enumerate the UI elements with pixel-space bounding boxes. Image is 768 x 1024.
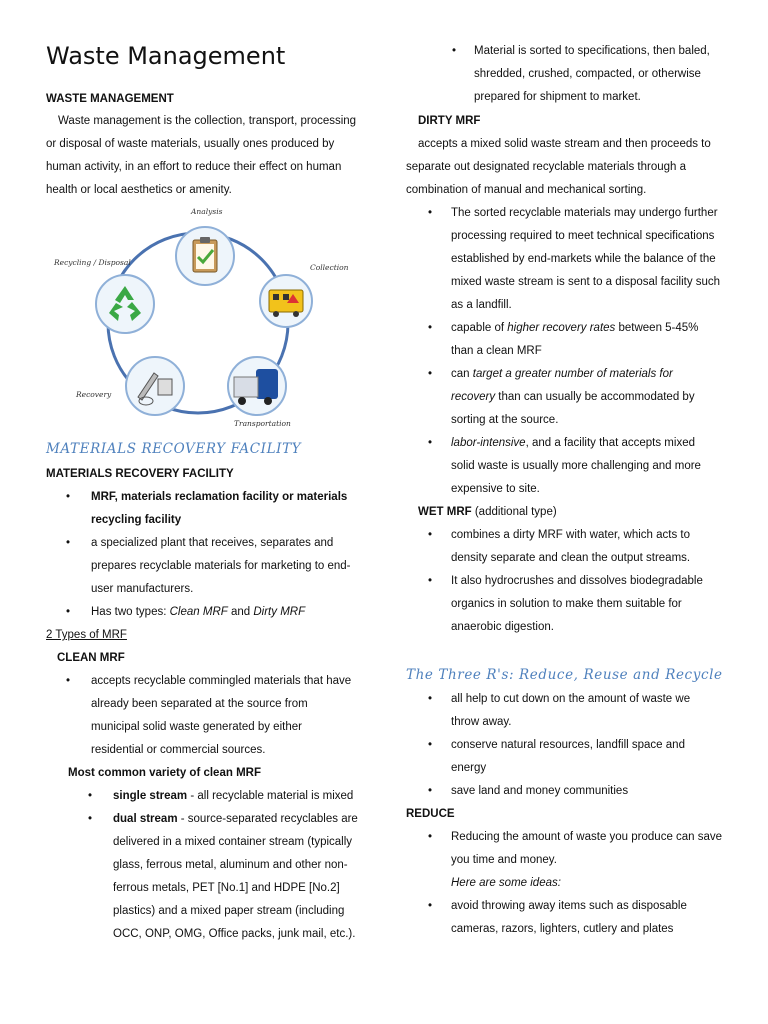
- garbage-truck-icon: [226, 355, 288, 417]
- clipboard-check-icon: [174, 225, 236, 287]
- common-variety-heading: Most common variety of clean MRF: [68, 767, 261, 779]
- recycle-icon: [94, 273, 156, 335]
- reduce-heading: REDUCE: [406, 808, 455, 820]
- transportation-label: Transportation: [234, 419, 291, 428]
- waste-management-heading: WASTE MANAGEMENT: [46, 93, 174, 105]
- recovered-items-icon: [124, 355, 186, 417]
- ideas-note: Here are some ideas:: [451, 877, 561, 889]
- analysis-label: Analysis: [191, 207, 223, 216]
- mrf-section-heading: MATERIALS RECOVERY FACILITY: [46, 441, 302, 457]
- recycling-disposal-label: Recycling / Disposal: [54, 258, 131, 267]
- dirty-mrf-paragraph: accepts a mixed solid waste stream and then proceeds to separate out designated recyclable materials through a combination of manual and mechanical sorting.: [406, 138, 711, 196]
- waste-cycle-diagram: [48, 205, 358, 430]
- waste-management-paragraph: Waste management is the collection, transport, processing or disposal of waste materials, usually ones produced by human activity, in an effort to reduce their effect on human health or local aesthetics or amenity.: [46, 115, 357, 196]
- types-heading: 2 Types of MRF: [46, 629, 127, 641]
- dirty-mrf-heading: DIRTY MRF: [418, 115, 481, 127]
- clean-mrf-heading: CLEAN MRF: [57, 652, 125, 664]
- wet-mrf-heading: WET MRF (additional type): [418, 506, 557, 518]
- recovery-label: Recovery: [76, 390, 112, 399]
- mrf-subheading: MATERIALS RECOVERY FACILITY: [46, 468, 234, 480]
- three-rs-heading: The Three R's: Reduce, Reuse and Recycle: [406, 667, 723, 683]
- collection-label: Collection: [310, 263, 349, 272]
- page-title: Waste Management: [46, 42, 286, 70]
- waste-truck-icon: [258, 273, 314, 329]
